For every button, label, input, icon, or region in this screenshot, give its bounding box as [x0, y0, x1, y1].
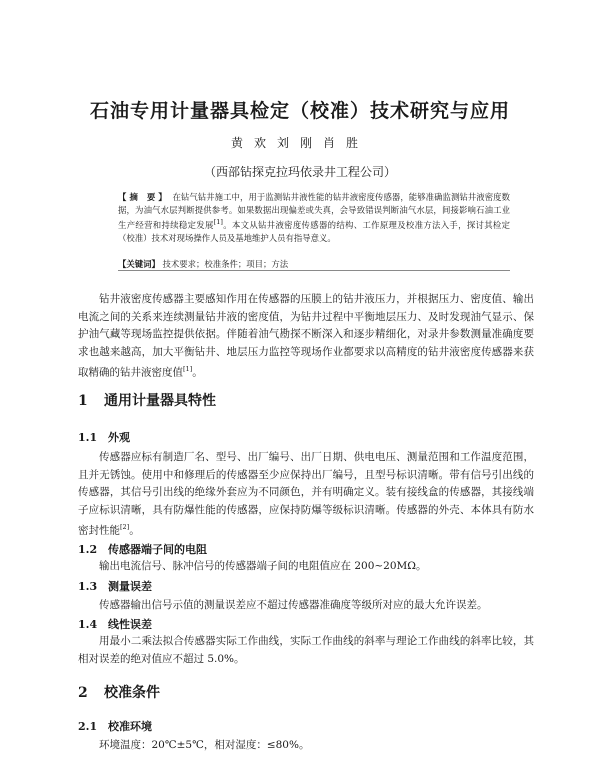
section-1-1-citation: [2] [120, 523, 130, 531]
section-1-2-paragraph: 输出电流信号、脉冲信号的传感器端子间的电阻值应在 200~20MΩ。 [99, 560, 427, 572]
section-1-4-number: 1.4 [78, 618, 98, 631]
section-2-1-paragraph: 环境温度：20℃±5℃，相对湿度：≤80%。 [99, 739, 310, 751]
section-2-1-heading [78, 718, 152, 734]
section-1-4-heading [78, 616, 152, 632]
keywords [118, 258, 510, 270]
section-2-1-title: 校准环境 [108, 720, 152, 733]
keywords-text: 技术要求；校准条件；项目；方法 [162, 259, 289, 269]
section-2-1-number: 2.1 [78, 720, 98, 733]
section-1-3-title: 测量误差 [108, 580, 152, 593]
section-1-2-title: 传感器端子间的电阻 [108, 543, 207, 556]
section-1-4-title: 线性误差 [108, 618, 152, 631]
abstract-tail: 。本文从钻井液密度传感器的结构、工作原理及校准方法入手，探讨其检定（校准）技术对现场操作人员及基地维护人员有指导意义。 [118, 219, 511, 243]
intro-paragraph [78, 291, 534, 382]
section-1-2-number: 1.2 [78, 543, 98, 556]
abstract-citation: [1] [213, 218, 223, 227]
section-1-number: 1 [78, 393, 88, 409]
section-1-title: 通用计量器具特性 [104, 393, 216, 409]
section-1-1-paragraph [78, 449, 534, 540]
abstract [118, 191, 510, 244]
section-1-1-tail: 。 [129, 524, 140, 537]
section-1-heading [78, 390, 216, 410]
intro-tail: 。 [192, 366, 203, 379]
affiliation: （西部钻探克拉玛依录井工程公司） [203, 165, 396, 179]
section-1-1-number: 1.1 [78, 431, 98, 444]
section-1-2-heading [78, 541, 207, 557]
section-2-number: 2 [78, 685, 88, 701]
section-2-title: 校准条件 [104, 685, 160, 701]
section-1-1-text: 传感器应标有制造厂名、型号、出厂编号、出厂日期、供电电压、测量范围和工作温度范围，且并无锈蚀。使用中和修理后的传感器至少应保持出厂编号，且型号标识清晰。带有信号引出线的传感器，其信号引出线的绝缘外套应为不同颜色，并有明确定义。装有接线盒的传感器，其接线端子应标识清晰，具有防爆性能的传感器，应保持防爆等级标识清晰。传感器的外壳、本体具有防水密封性能 [78, 451, 534, 537]
section-2-heading [78, 682, 160, 702]
section-1-3-heading [78, 578, 152, 594]
section-1-3-number: 1.3 [78, 580, 98, 593]
intro-text: 钻井液密度传感器主要感知作用在传感器的压膜上的钻井液压力，并根据压力、密度值、输出电流之间的关系来连续测量钻井液的密度值，为钻井过程中平衡地层压力、及时发现油气显示、保护油气藏等现场监控提供依据。伴随着油气勘探不断深入和逐步精细化，对录井参数测量准确度要求也越来越高，加大平衡钻井、地层压力监控等现场作业都要求以高精度的钻井液密度传感器来获取精确的钻井液密度值 [78, 293, 534, 379]
keywords-label: 【关键词】 [118, 259, 160, 269]
intro-citation: [1] [183, 365, 193, 373]
section-1-1-heading [78, 429, 130, 445]
authors: 黄欢刘刚肖胜 [230, 136, 369, 150]
abstract-divider [118, 270, 510, 271]
section-1-4-paragraph: 用最小二乘法拟合传感器实际工作曲线，实际工作曲线的斜率与理论工作曲线的斜率比较，其相对误差的绝对值应不超过 5.0%。 [78, 635, 534, 665]
section-1-1-title: 外观 [108, 431, 130, 444]
section-1-3-paragraph: 传感器输出信号示值的测量误差应不超过传感器准确度等级所对应的最大允许误差。 [99, 599, 488, 611]
abstract-label: 【摘 要】 [118, 192, 170, 202]
abstract-text: 在钻气钻井施工中，用于监测钻井液性能的钻井液密度传感器，能够准确监测钻井液密度数据，为油气水层判断提供参考。如果数据出现偏差或失真，会导致错误判断油气水层，间接影响石油工业生产经营和持续稳定发展 [118, 192, 511, 230]
paper-title: 石油专用计量器具检定（校准）技术研究与应用 [89, 100, 510, 122]
